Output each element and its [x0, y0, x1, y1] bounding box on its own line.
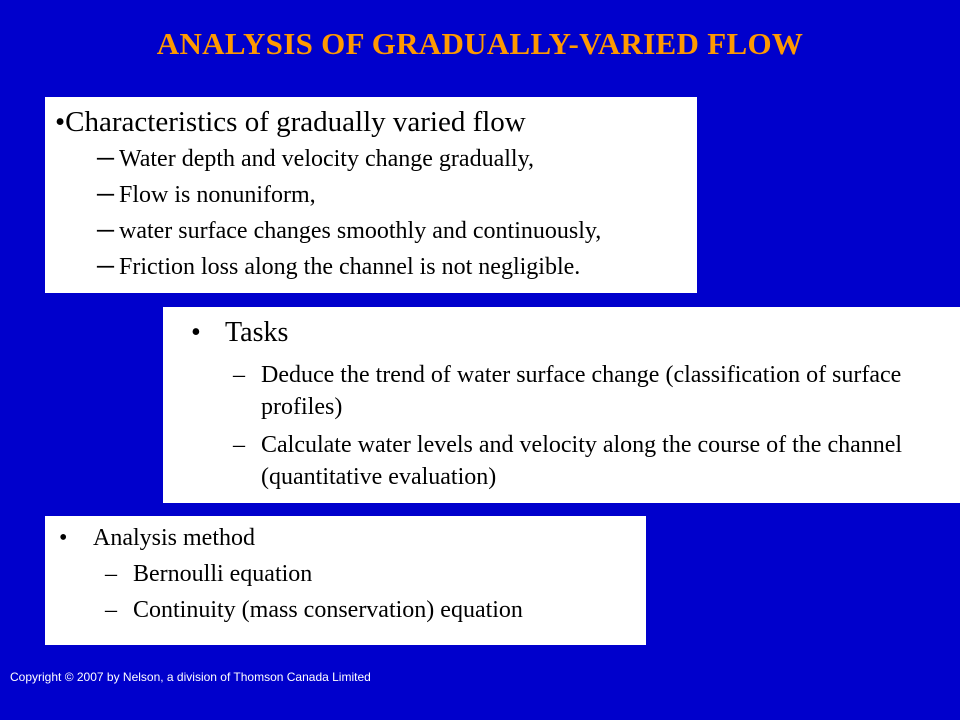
tasks-item-text: Deduce the trend of water surface change (classification of surface profiles): [261, 362, 902, 420]
tasks-item: [191, 359, 960, 423]
analysis-method-item-text: Continuity (mass conservation) equation: [133, 597, 523, 623]
tasks-heading-text: Tasks: [225, 317, 289, 348]
characteristics-item-text: Flow is nonuniform,: [119, 182, 316, 208]
dash-marker: –: [233, 432, 245, 458]
dash-marker: ─: [97, 218, 115, 244]
analysis-method-item: [59, 556, 646, 592]
analysis-method-heading-text: Analysis method: [93, 525, 255, 551]
characteristics-panel: [45, 97, 697, 293]
analysis-method-heading: [59, 520, 646, 556]
dash-marker: ─: [97, 254, 115, 280]
tasks-item-text: Calculate water levels and velocity along the course of the channel (quantitative evaluation): [261, 432, 903, 490]
dash-marker: –: [105, 561, 117, 587]
characteristics-item-text: Friction loss along the channel is not negligible.: [119, 254, 581, 280]
characteristics-heading: •Characteristics of gradually varied flow: [55, 106, 526, 138]
dash-marker: ─: [97, 146, 115, 172]
bullet-marker: •: [59, 525, 68, 551]
analysis-method-panel: [45, 516, 646, 645]
tasks-panel: [163, 307, 960, 503]
analysis-method-item: [59, 592, 646, 628]
characteristics-item: [55, 213, 697, 249]
slide-title: ANALYSIS OF GRADUALLY-VARIED FLOW: [156, 26, 804, 61]
dash-marker: ─: [97, 182, 115, 208]
dash-marker: –: [233, 362, 245, 388]
tasks-item: [191, 429, 960, 493]
characteristics-item: [55, 141, 697, 177]
characteristics-item-text: Water depth and velocity change gradually,: [119, 146, 535, 172]
characteristics-item: [55, 249, 697, 285]
copyright-notice: Copyright © 2007 by Nelson, a division of Thomson Canada Limited: [10, 670, 371, 684]
bullet-marker: •: [191, 317, 201, 348]
tasks-heading: [191, 313, 960, 353]
characteristics-item-text: water surface changes smoothly and continuously,: [119, 218, 602, 244]
analysis-method-item-text: Bernoulli equation: [133, 561, 313, 587]
dash-marker: –: [105, 597, 117, 623]
characteristics-item: [55, 177, 697, 213]
